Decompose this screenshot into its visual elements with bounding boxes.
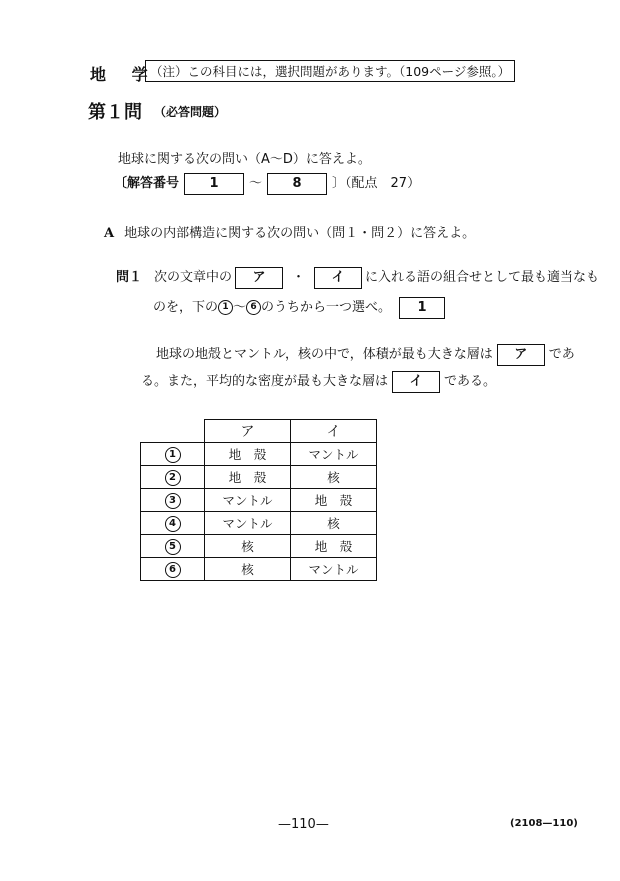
cell-a: 地 殻: [205, 466, 291, 489]
passage-box-a: ア: [497, 344, 545, 366]
q1-line1: [116, 266, 599, 289]
cell-a: 核: [205, 558, 291, 581]
section-a: [104, 222, 475, 241]
answer-tilde: ～: [249, 176, 263, 191]
question-intro: 地球に関する次の問い（A～D）に答えよ。: [118, 152, 371, 167]
cell-a: マントル: [205, 512, 291, 535]
option-sep: ～: [233, 300, 247, 315]
q1-line2-pre: のを，下の: [153, 300, 219, 315]
passage-line2-pre: る。また，平均的な密度が最も大きな層は: [141, 374, 389, 389]
passage-line2: [141, 370, 496, 393]
cell-i: 核: [291, 512, 377, 535]
answer-choices-table: [140, 419, 377, 581]
choice-number: 3: [165, 493, 181, 509]
answer-label: 〔解答番号: [114, 176, 180, 191]
choice-number: 5: [165, 539, 181, 555]
choice-number: 4: [165, 516, 181, 532]
cell-i: 地 殻: [291, 535, 377, 558]
question-heading: 第１問: [88, 102, 142, 123]
cell-i: 核: [291, 466, 377, 489]
cell-i: 地 殻: [291, 489, 377, 512]
table-row: [141, 443, 377, 466]
section-a-mark: A: [104, 226, 115, 241]
passage-line1: [156, 343, 575, 366]
cell-i: マントル: [291, 443, 377, 466]
q1-answer-box: 1: [399, 297, 445, 319]
cell-a: 核: [205, 535, 291, 558]
cell-i: マントル: [291, 558, 377, 581]
cell-a: マントル: [205, 489, 291, 512]
table-row: [141, 466, 377, 489]
passage-box-i: イ: [392, 371, 440, 393]
q1-line2-post: のうちから一つ選べ。: [261, 300, 392, 315]
subject-title: 地 学: [90, 65, 158, 84]
q1-text-pre: 次の文章中の: [154, 270, 233, 285]
choice-number: 2: [165, 470, 181, 486]
answer-range: [114, 172, 420, 195]
table-row: [141, 512, 377, 535]
q1-line2: [153, 296, 445, 319]
page-number: —110—: [278, 817, 329, 832]
choice-number: 1: [165, 447, 181, 463]
q1-text-post: に入れる語の組合せとして最も適当なも: [365, 270, 600, 285]
table-row: [141, 535, 377, 558]
choice-number: 6: [165, 562, 181, 578]
option-last-marker: 6: [246, 300, 261, 315]
table-row: [141, 489, 377, 512]
answer-to-box: 8: [267, 173, 327, 195]
cell-a: 地 殻: [205, 443, 291, 466]
answer-from-box: 1: [184, 173, 244, 195]
section-a-text: 地球の内部構造に関する次の問い（問１・問２）に答えよ。: [124, 226, 476, 241]
required-label: （必答問題）: [154, 105, 227, 119]
passage-line1-post: であ: [548, 347, 575, 362]
passage-line1-pre: 地球の地殻とマントル，核の中で，体積が最も大きな層は: [156, 347, 493, 362]
points-label: 〕（配点 27）: [332, 176, 421, 191]
header-a: ア: [205, 420, 291, 443]
q1-box-i: イ: [314, 267, 362, 289]
q1-box-a: ア: [235, 267, 283, 289]
passage-line2-post: である。: [444, 374, 497, 389]
q1-dot: ・: [292, 270, 306, 285]
q1-label: 問１: [116, 270, 143, 285]
table-corner: [141, 420, 205, 443]
page-code: (2108—110): [510, 818, 578, 829]
header-i: イ: [291, 420, 377, 443]
table-row: [141, 558, 377, 581]
table-header-row: [141, 420, 377, 443]
option-first-marker: 1: [218, 300, 233, 315]
subject-note: （注）この科目には，選択問題があります。（109ページ参照。）: [145, 60, 515, 82]
